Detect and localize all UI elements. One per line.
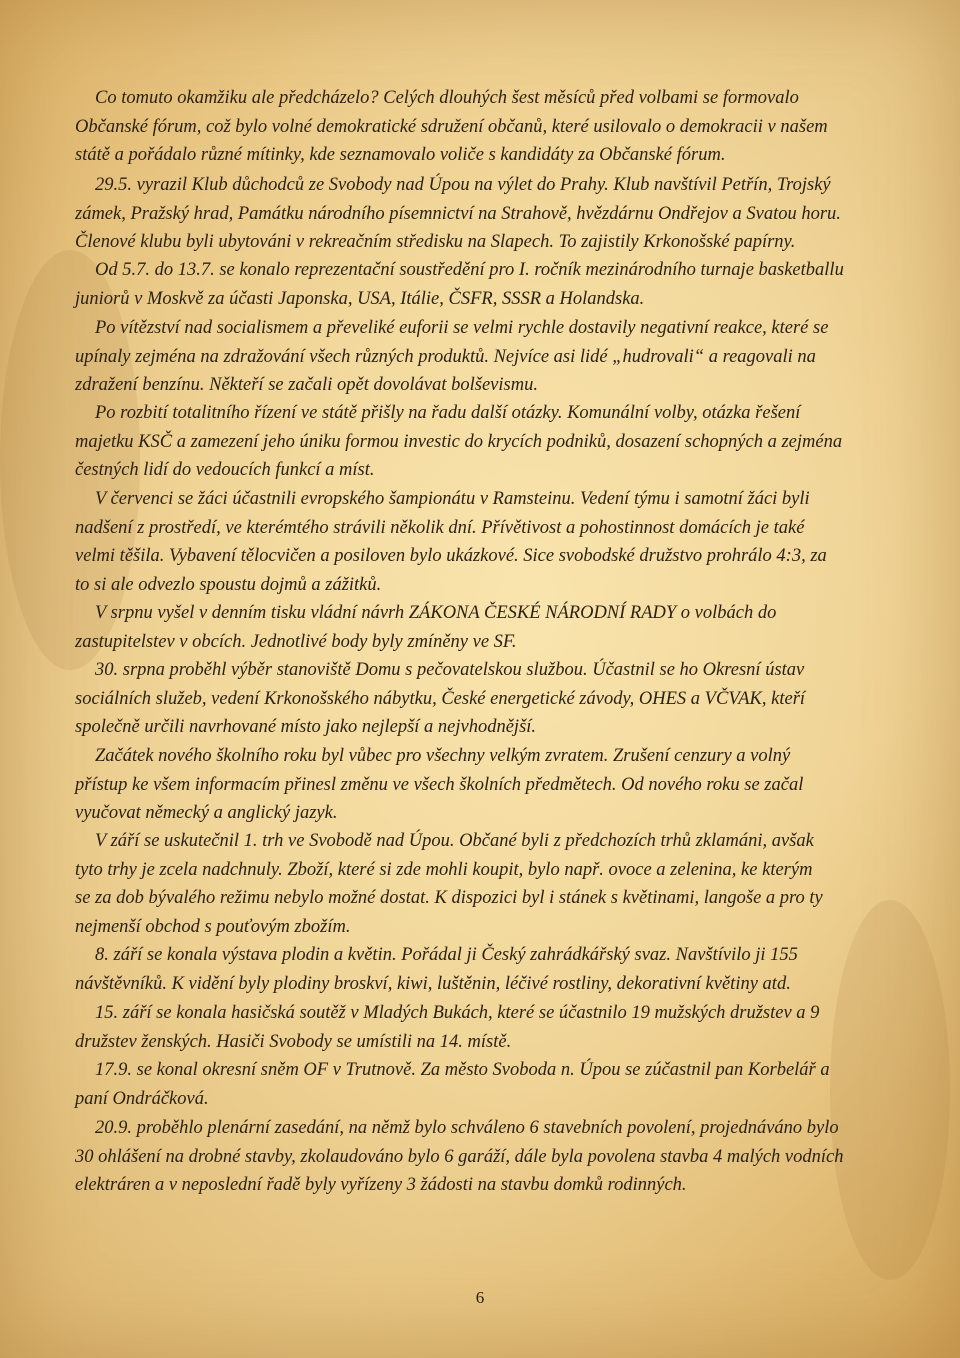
paragraph bbox=[75, 742, 935, 828]
paragraph bbox=[75, 656, 935, 742]
text-line: Po vítězství nad socialismem a převeliké euforii se velmi rychle dostavily negativní reakce, které se bbox=[95, 318, 829, 338]
paragraph bbox=[75, 827, 935, 941]
text-line: přístup ke všem informacím přinesl změnu ve všech školních předmětech. Od nového roku se začal bbox=[75, 774, 804, 795]
text-line: čestných lidí do vedoucích funkcí a míst. bbox=[75, 460, 375, 481]
text-line: družstev ženských. Hasiči Svobody se umístili na 14. místě. bbox=[75, 1031, 512, 1052]
paragraph bbox=[75, 314, 935, 400]
text-line: V srpnu vyšel v denním tisku vládní návrh ZÁKONA ČESKÉ NÁRODNÍ RADY o volbách do bbox=[95, 603, 777, 623]
text-line: zastupitelstev v obcích. Jednotlivé body byly zmíněny ve SF. bbox=[75, 631, 517, 652]
text-line: Začátek nového školního roku byl vůbec pro všechny velkým zvratem. Zrušení cenzury a volný bbox=[95, 746, 791, 766]
text-line: to si ale odvezlo spoustu dojmů a zážitků. bbox=[75, 574, 382, 595]
text-line: státě a pořádalo různé mítinky, kde seznamovalo voliče s kandidáty za Občanské fórum. bbox=[75, 145, 726, 166]
paragraph bbox=[75, 941, 935, 998]
text-line: vyučovat německý a anglický jazyk. bbox=[75, 803, 338, 824]
text-line: majetku KSČ a zamezení jeho úniku formou investic do krycích podniků, dosazení schopných a zejména bbox=[75, 431, 843, 452]
text-line: 15. září se konala hasičská soutěž v Mladých Bukách, které se účastnilo 19 mužských družstev a 9 bbox=[95, 1003, 820, 1023]
paragraph bbox=[75, 256, 935, 313]
text-line: nadšení z prostředí, ve kterémtého strávili několik dní. Přívětivost a pohostinnost domácích je také bbox=[75, 517, 805, 538]
text-line: velmi těšila. Vybavení tělocvičen a posiloven bylo ukázkové. Sice svobodské družstvo prohrálo 4:3, za bbox=[75, 546, 827, 567]
text-line: zdražení benzínu. Někteří se začali opět dovolávat bolševismu. bbox=[75, 375, 538, 396]
text-line: juniorů v Moskvě za účasti Japonska, USA, Itálie, ČSFR, SSSR a Holandska. bbox=[75, 288, 645, 309]
text-line: návštěvníků. K vidění byly plodiny broskví, kiwi, luštěnin, léčivé rostliny, dekorativní květiny atd. bbox=[75, 973, 791, 994]
paragraph bbox=[75, 171, 935, 257]
text-line: 29.5. vyrazil Klub důchodců ze Svobody nad Úpou na výlet do Prahy. Klub navštívil Petřín, Trojský bbox=[95, 175, 831, 195]
paragraph bbox=[75, 599, 935, 656]
text-line: 17.9. se konal okresní sněm OF v Trutnově. Za město Svoboda n. Úpou se zúčastnil pan Korbelář a bbox=[95, 1060, 830, 1080]
text-line: 20.9. proběhlo plenární zasedání, na němž bylo schváleno 6 stavebních povolení, projednáváno bylo bbox=[95, 1118, 839, 1138]
text-line: tyto trhy je zcela nadchnuly. Zboží, které si zde mohli koupit, bylo např. ovoce a zelenina, ke kterým bbox=[75, 859, 813, 880]
text-line: Občanské fórum, což bylo volné demokratické sdružení občanů, které usilovalo o demokracii v našem bbox=[75, 116, 828, 137]
text-line: sociálních služeb, vedení Krkonošského nábytku, České energetické závody, OHES a VČVAK, kteří bbox=[75, 688, 806, 709]
paragraph bbox=[75, 999, 935, 1056]
text-line: se za dob bývalého režimu nebylo možné dostat. K dispozici byl i stánek s květinami, langoše a pro ty bbox=[75, 888, 823, 909]
text-line: V červenci se žáci účastnili evropského šampionátu v Ramsteinu. Vedení týmu i samotní žáci byli bbox=[95, 489, 810, 509]
paragraph bbox=[75, 485, 935, 599]
text-line: zámek, Pražský hrad, Památku národního písemnictví na Strahově, hvězdárnu Ondřejov a Svatou horu. bbox=[75, 203, 841, 224]
text-line: elektráren a v neposlední řadě byly vyřízeny 3 žádosti na stavbu domků rodinných. bbox=[75, 1175, 687, 1196]
page-number: 6 bbox=[475, 1288, 485, 1307]
text-line: 30 ohlášení na drobné stavby, zkolaudováno bylo 6 garáží, dále byla povolena stavba 4 malých vodních bbox=[75, 1146, 844, 1167]
text-line: Co tomuto okamžiku ale předcházelo? Celých dlouhých šest měsíců před volbami se formovalo bbox=[95, 88, 799, 108]
text-line: Po rozbití totalitního řízení ve státě přišly na řadu další otázky. Komunální volby, otázka řešení bbox=[95, 403, 801, 423]
text-line: 8. září se konala výstava plodin a květin. Pořádal ji Český zahrádkářský svaz. Navštívilo ji 155 bbox=[95, 945, 798, 965]
paragraph bbox=[75, 84, 935, 170]
text-line: paní Ondráčková. bbox=[75, 1088, 209, 1109]
paragraph bbox=[75, 399, 935, 485]
text-line: Od 5.7. do 13.7. se konalo reprezentační soustředění pro I. ročník mezinárodního turnaje basketballu bbox=[95, 260, 844, 280]
text-line: V září se uskutečnil 1. trh ve Svobodě nad Úpou. Občané byli z předchozích trhů zklamáni, avšak bbox=[95, 831, 814, 851]
text-line: nejmenší obchod s pouťovým zbožím. bbox=[75, 916, 351, 937]
paragraph bbox=[75, 1056, 935, 1113]
text-line: 30. srpna proběhl výběr stanoviště Domu s pečovatelskou službou. Účastnil se ho Okresní ústav bbox=[95, 660, 805, 680]
text-line: upínaly zejména na zdražování všech různých produktů. Nejvíce asi lidé „hudrovali“ a reagovali na bbox=[75, 346, 816, 367]
text-line: společně určili navrhované místo jako nejlepší a nejvhodnější. bbox=[75, 717, 537, 738]
text-line: Členové klubu byli ubytováni v rekreačním středisku na Slapech. To zajistily Krkonošské papírny. bbox=[75, 232, 796, 253]
paragraph bbox=[75, 1114, 935, 1200]
